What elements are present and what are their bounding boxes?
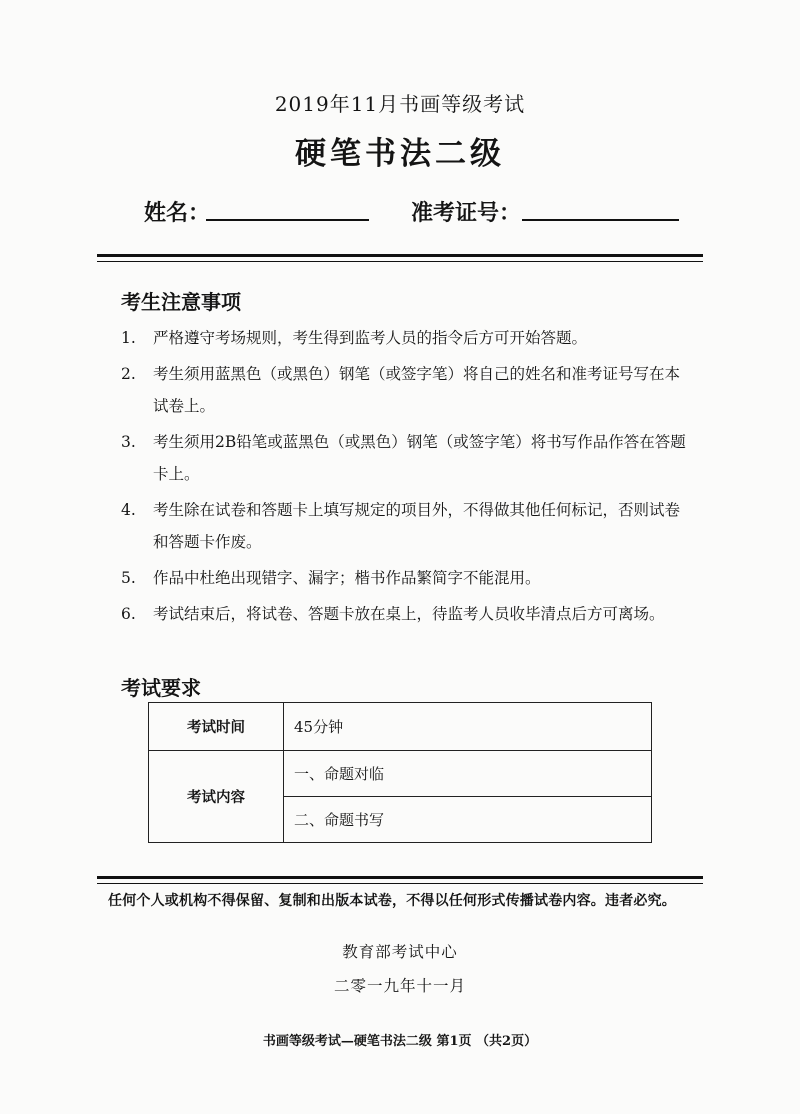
- note-number: 3.: [121, 433, 136, 451]
- note-text: 考生除在试卷和答题卡上填写规定的项目外，不得做其他任何标记，否则试卷和答题卡作废。: [153, 501, 681, 551]
- name-field-line: [206, 219, 369, 221]
- exam-title: 2019年11月书画等级考试: [274, 92, 526, 116]
- note-text: 考试结束后，将试卷、答题卡放在桌上，待监考人员收毕清点后方可离场。: [153, 605, 665, 623]
- note-item: [121, 562, 691, 594]
- page-footer: 书画等级考试—硬笔书法二级 第1页 （共2页）: [262, 1034, 538, 1049]
- copyright-notice: 任何个人或机构不得保留、复制和出版本试卷，不得以任何形式传播试卷内容。违者必究。: [108, 893, 676, 909]
- note-text: 考生须用蓝黑色（或黑色）钢笔（或签字笔）将自己的姓名和准考证号写在本试卷上。: [153, 365, 681, 415]
- table-row: [149, 703, 652, 751]
- note-number: 2.: [121, 365, 136, 383]
- note-item: [121, 322, 691, 354]
- header-divider-thick: [97, 254, 703, 257]
- note-item: [121, 358, 691, 422]
- footer-divider-thin: [97, 883, 703, 884]
- note-item: [121, 494, 691, 558]
- exam-content-item: 一、命题对临: [284, 751, 652, 797]
- name-label: 姓名：: [144, 201, 211, 226]
- exam-id-field-line: [522, 219, 679, 221]
- exam-content-label: 考试内容: [149, 751, 284, 843]
- exam-time-label: 考试时间: [149, 703, 284, 751]
- note-text: 作品中杜绝出现错字、漏字；楷书作品繁简字不能混用。: [153, 569, 541, 587]
- header-divider-thin: [97, 261, 703, 262]
- issue-date: 二零一九年十一月: [333, 977, 466, 995]
- notes-list: [121, 322, 691, 634]
- note-number: 6.: [121, 605, 136, 623]
- note-item: [121, 598, 691, 630]
- note-number: 1.: [121, 329, 136, 347]
- notes-heading: 考生注意事项: [121, 290, 241, 314]
- subject-title: 硬笔书法二级: [295, 136, 505, 172]
- exam-time-value: 45分钟: [284, 703, 652, 751]
- exam-id-label: 准考证号：: [411, 201, 522, 226]
- note-item: [121, 426, 691, 490]
- footer-divider-thick: [97, 876, 703, 879]
- note-text: 考生须用2B铅笔或蓝黑色（或黑色）钢笔（或签字笔）将书写作品作答在答题卡上。: [153, 433, 686, 483]
- issuer: 教育部考试中心: [342, 943, 458, 961]
- exam-content-item: 二、命题书写: [284, 797, 652, 843]
- note-text: 严格遵守考场规则，考生得到监考人员的指令后方可开始答题。: [153, 329, 588, 347]
- table-row: [149, 751, 652, 797]
- note-number: 5.: [121, 569, 136, 587]
- note-number: 4.: [121, 501, 136, 519]
- requirements-table: [148, 702, 652, 843]
- requirements-heading: 考试要求: [121, 676, 201, 700]
